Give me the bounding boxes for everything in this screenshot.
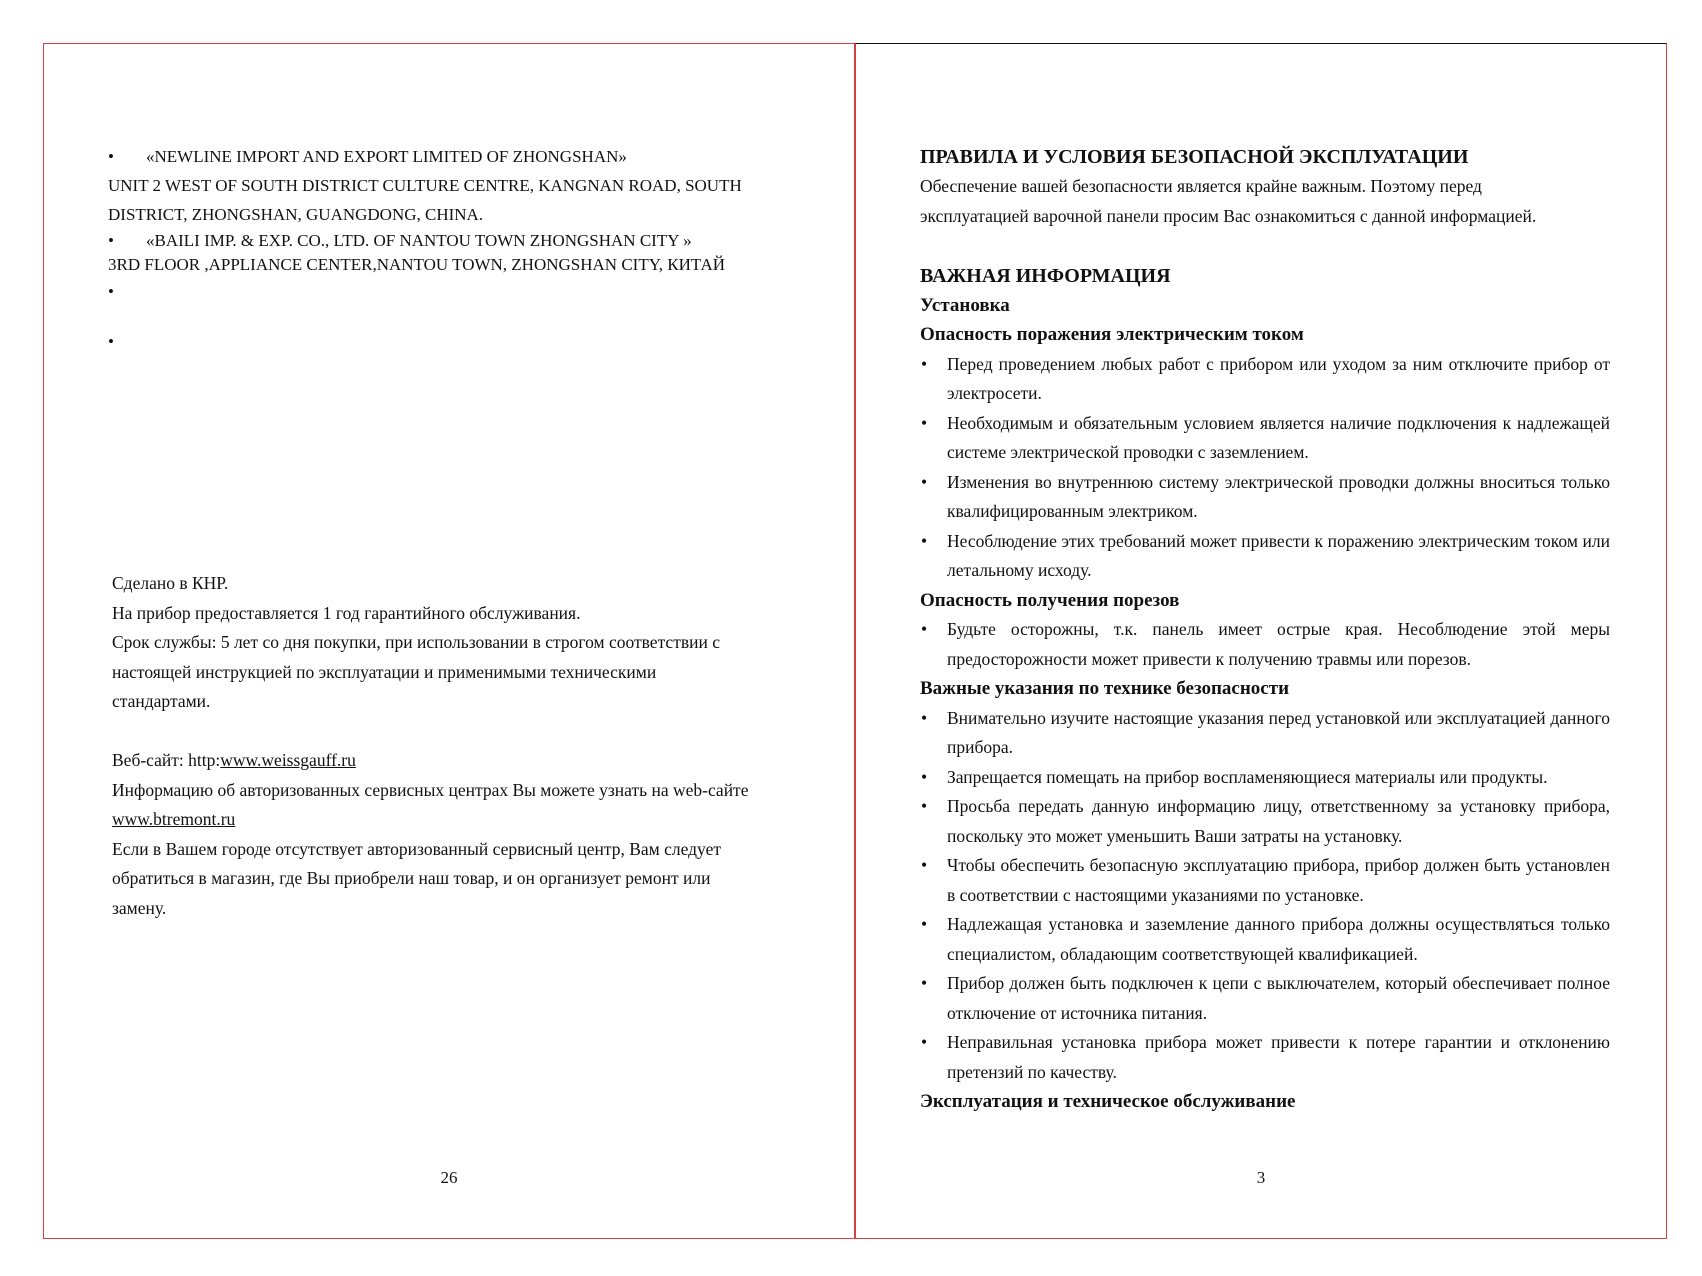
list-item: • Несоблюдение этих требований может привести к поражению электрическим током или летальному исходу. xyxy=(920,527,1610,586)
list-item: • Неправильная установка прибора может привести к потере гарантии и отклонению претензий по качеству. xyxy=(920,1028,1610,1087)
page-number: 3 xyxy=(1256,1168,1266,1187)
lifetime-line: Срок службы: 5 лет со дня покупки, при использовании в строгом соответствии с xyxy=(112,632,720,652)
lifetime-line: стандартами. xyxy=(112,691,211,711)
right-page xyxy=(855,43,1667,1239)
safety-rules-content xyxy=(920,142,1610,1117)
safety-heading: Важные указания по технике безопасности xyxy=(920,678,1290,699)
safety-list xyxy=(920,704,1610,1088)
manufacturer-info xyxy=(112,569,812,923)
section-title: ПРАВИЛА И УСЛОВИЯ БЕЗОПАСНОЙ ЭКСПЛУАТАЦИИ xyxy=(920,146,1469,168)
maintenance-heading: Эксплуатация и техническое обслуживание xyxy=(920,1091,1296,1112)
list-item: • Прибор должен быть подключен к цепи с выключателем, который обеспечивает полное отключение от источника питания. xyxy=(920,969,1610,1028)
repair-line: замену. xyxy=(112,897,167,918)
list-item: • Необходимым и обязательным условием является наличие подключения к надлежащей системе электрической проводки с заземлением. xyxy=(920,409,1610,468)
list-item: • Чтобы обеспечить безопасную эксплуатацию прибора, прибор должен быть установлен в соответствии с настоящими указаниями по установке. xyxy=(920,851,1610,910)
address-line: DISTRICT, ZHONGSHAN, GUANGDONG, CHINA. xyxy=(108,205,484,224)
repair-line: Если в Вашем городе отсутствует авторизованный сервисный центр, Вам следует xyxy=(112,838,721,859)
page-number: 26 xyxy=(440,1168,458,1187)
list-item: • Запрещается помещать на прибор воспламеняющиеся материалы или продукты. xyxy=(920,763,1610,793)
left-page xyxy=(43,43,855,1239)
cuts-list xyxy=(920,615,1610,674)
service-text: Информацию об авторизованных сервисных центрах Вы можете узнать на web-сайте xyxy=(112,779,749,800)
list-item: • Будьте осторожны, т.к. панель имеет острые края. Несоблюдение этой меры предосторожности может привести к получению травмы или порезов. xyxy=(920,615,1610,674)
website-link[interactable]: www.weissgauff.ru xyxy=(220,750,356,770)
lifetime-line: настоящей инструкцией по эксплуатации и применимыми техническими xyxy=(112,661,657,682)
important-heading: ВАЖНАЯ ИНФОРМАЦИЯ xyxy=(920,264,1171,287)
repair-line: обратиться в магазин, где Вы приобрели наш товар, и он организует ремонт или xyxy=(112,868,711,888)
service-link-line xyxy=(112,805,812,835)
list-item: • Перед проведением любых работ с прибором или уходом за ним отключите прибор от электросети. xyxy=(920,350,1610,409)
address-line: 3RD FLOOR ,APPLIANCE CENTER,NANTOU TOWN, ZHONGSHAN CITY, КИТАЙ xyxy=(108,255,725,274)
address-line: UNIT 2 WEST OF SOUTH DISTRICT CULTURE CENTRE, KANGNAN ROAD, SOUTH xyxy=(108,176,742,195)
electric-list xyxy=(920,350,1610,586)
manufacturer-addresses xyxy=(108,142,808,377)
address-bullet-1: • «NEWLINE IMPORT AND EXPORT LIMITED OF ZHONGSHAN» xyxy=(108,142,808,171)
intro-line: эксплуатацией варочной панели просим Вас ознакомиться с данной информацией. xyxy=(920,205,1537,226)
empty-bullet xyxy=(108,277,808,327)
install-heading: Установка xyxy=(920,294,1010,316)
intro-line: Обеспечение вашей безопасности является крайне важным. Поэтому перед xyxy=(920,176,1482,196)
website-line xyxy=(112,746,812,776)
website-label: Веб-сайт: http: xyxy=(112,750,221,770)
spacer xyxy=(920,231,1610,261)
list-item: • Внимательно изучите настоящие указания перед установкой или эксплуатацией данного прибора. xyxy=(920,704,1610,763)
electric-heading: Опасность поражения электрическим током xyxy=(920,324,1304,345)
spacer xyxy=(112,717,812,747)
service-link[interactable]: www.btremont.ru xyxy=(112,809,236,829)
list-item: • Изменения во внутреннюю систему электрической проводки должны вноситься только квалифицированным электриком. xyxy=(920,468,1610,527)
list-item: • Просьба передать данную информацию лицу, ответственному за установку прибора, поскольку это может уменьшить Ваши затраты на установку. xyxy=(920,792,1610,851)
made-in: Сделано в КНР. xyxy=(112,573,229,593)
address-bullet-2: • «BAILI IMP. & EXP. CO., LTD. OF NANTOU TOWN ZHONGSHAN CITY » xyxy=(108,229,808,253)
cuts-heading: Опасность получения порезов xyxy=(920,589,1180,611)
empty-bullet xyxy=(108,327,808,377)
list-item: • Надлежащая установка и заземление данного прибора должны осуществляться только специалистом, обладающим соответствующей квалификацией. xyxy=(920,910,1610,969)
warranty-text: На прибор предоставляется 1 год гарантийного обслуживания. xyxy=(112,602,581,623)
